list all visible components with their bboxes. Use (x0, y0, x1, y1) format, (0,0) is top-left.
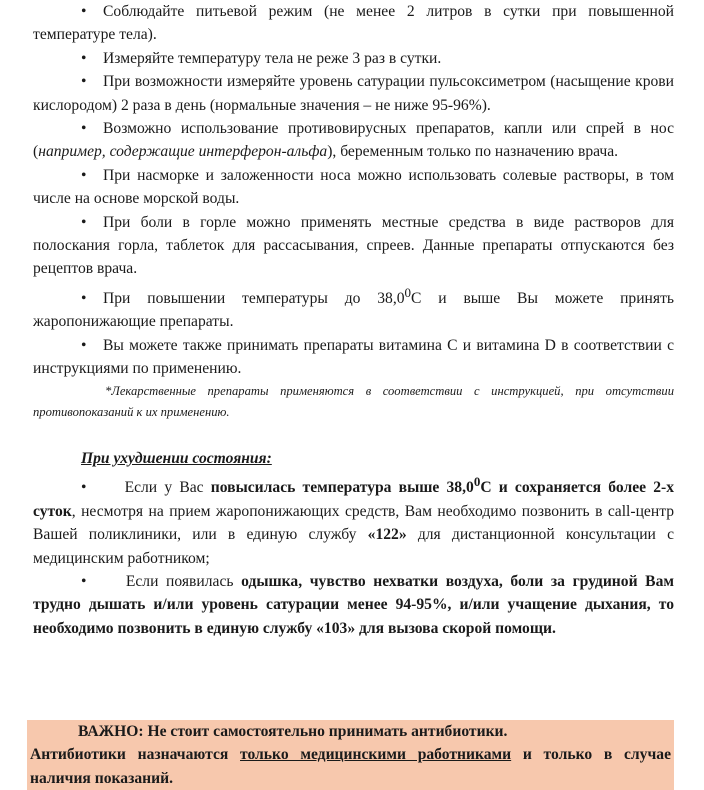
bullet: • (81, 120, 87, 138)
bullet: • (81, 572, 87, 590)
list-item: • Соблюдайте питьевой режим (не менее 2 литров в сутки при повышенной температуре тела). (33, 0, 674, 47)
bullet: • (81, 290, 87, 308)
bullet: • (81, 479, 87, 497)
list-item: • Вы можете также принимать препараты витамина С и витамина D в соответствии с инструкциями по применению. (33, 334, 674, 381)
list-item: • Если у Вас повысилась температура выше 38,0$^0$С и сохраняется более 2-х суток, несмотря на прием жаропонижающих средств, Вам необходимо позвонить в call-центр Вашей поликлиники, или в единую службу «122» для дистанционной консультации с медицинским работником; (33, 474, 675, 567)
list-item: • При насморке и заложенности носа можно использовать солевые растворы, в том числе на основе морской воды. (33, 164, 674, 211)
bullet: • (81, 213, 87, 231)
bullet: • (81, 166, 87, 184)
bullet: • (81, 336, 87, 354)
bullet: • (81, 3, 87, 20)
bullet: • (81, 49, 87, 67)
list-item: • При боли в горле можно применять местные средства в виде растворов для полоскания горла, таблеток для рассасывания, спреев. Данные препараты отпускаются без рецептов врача. (33, 211, 674, 281)
important-line: ВАЖНО: Не стоит самостоятельно принимать антибиотики. (78, 723, 508, 740)
list-item: • Возможно использование противовирусных препаратов, капли или спрей в нос (например, содержащие интерферон-альфа), беременным только по назначению врача. (33, 117, 674, 164)
list-item: • При повышении температуры до 38,0$^0$С и выше Вы можете принять жаропонижающие препараты. (33, 284, 674, 331)
bullet: • (81, 73, 87, 91)
worsening-heading: При ухудшении состояния: (81, 449, 272, 467)
list-item: • Если появилась одышка, чувство нехватки воздуха, боли за грудиной Вам трудно дышать и/или уровень сатурации менее 94-95%, и/или учащение дыхания, то необходимо позвонить в единую службу «103» для вызова скорой помощи. (33, 570, 674, 640)
list-item: • Измеряйте температуру тела не реже 3 раз в сутки. (33, 47, 674, 70)
important-notice (27, 720, 674, 790)
list-item: • При возможности измеряйте уровень сатурации пульсоксиметром (насыщение крови кислородом) 2 раза в день (нормальные значения – не ниже 95-96%). (33, 70, 674, 117)
medication-note: *Лекарственные препараты применяются в соответствии с инструкцией, при отсутствии противопоказаний к их применению. (33, 383, 674, 419)
important-detail: Антибиотики назначаются только медицинскими работниками и только в случае наличия показаний. (30, 746, 671, 787)
